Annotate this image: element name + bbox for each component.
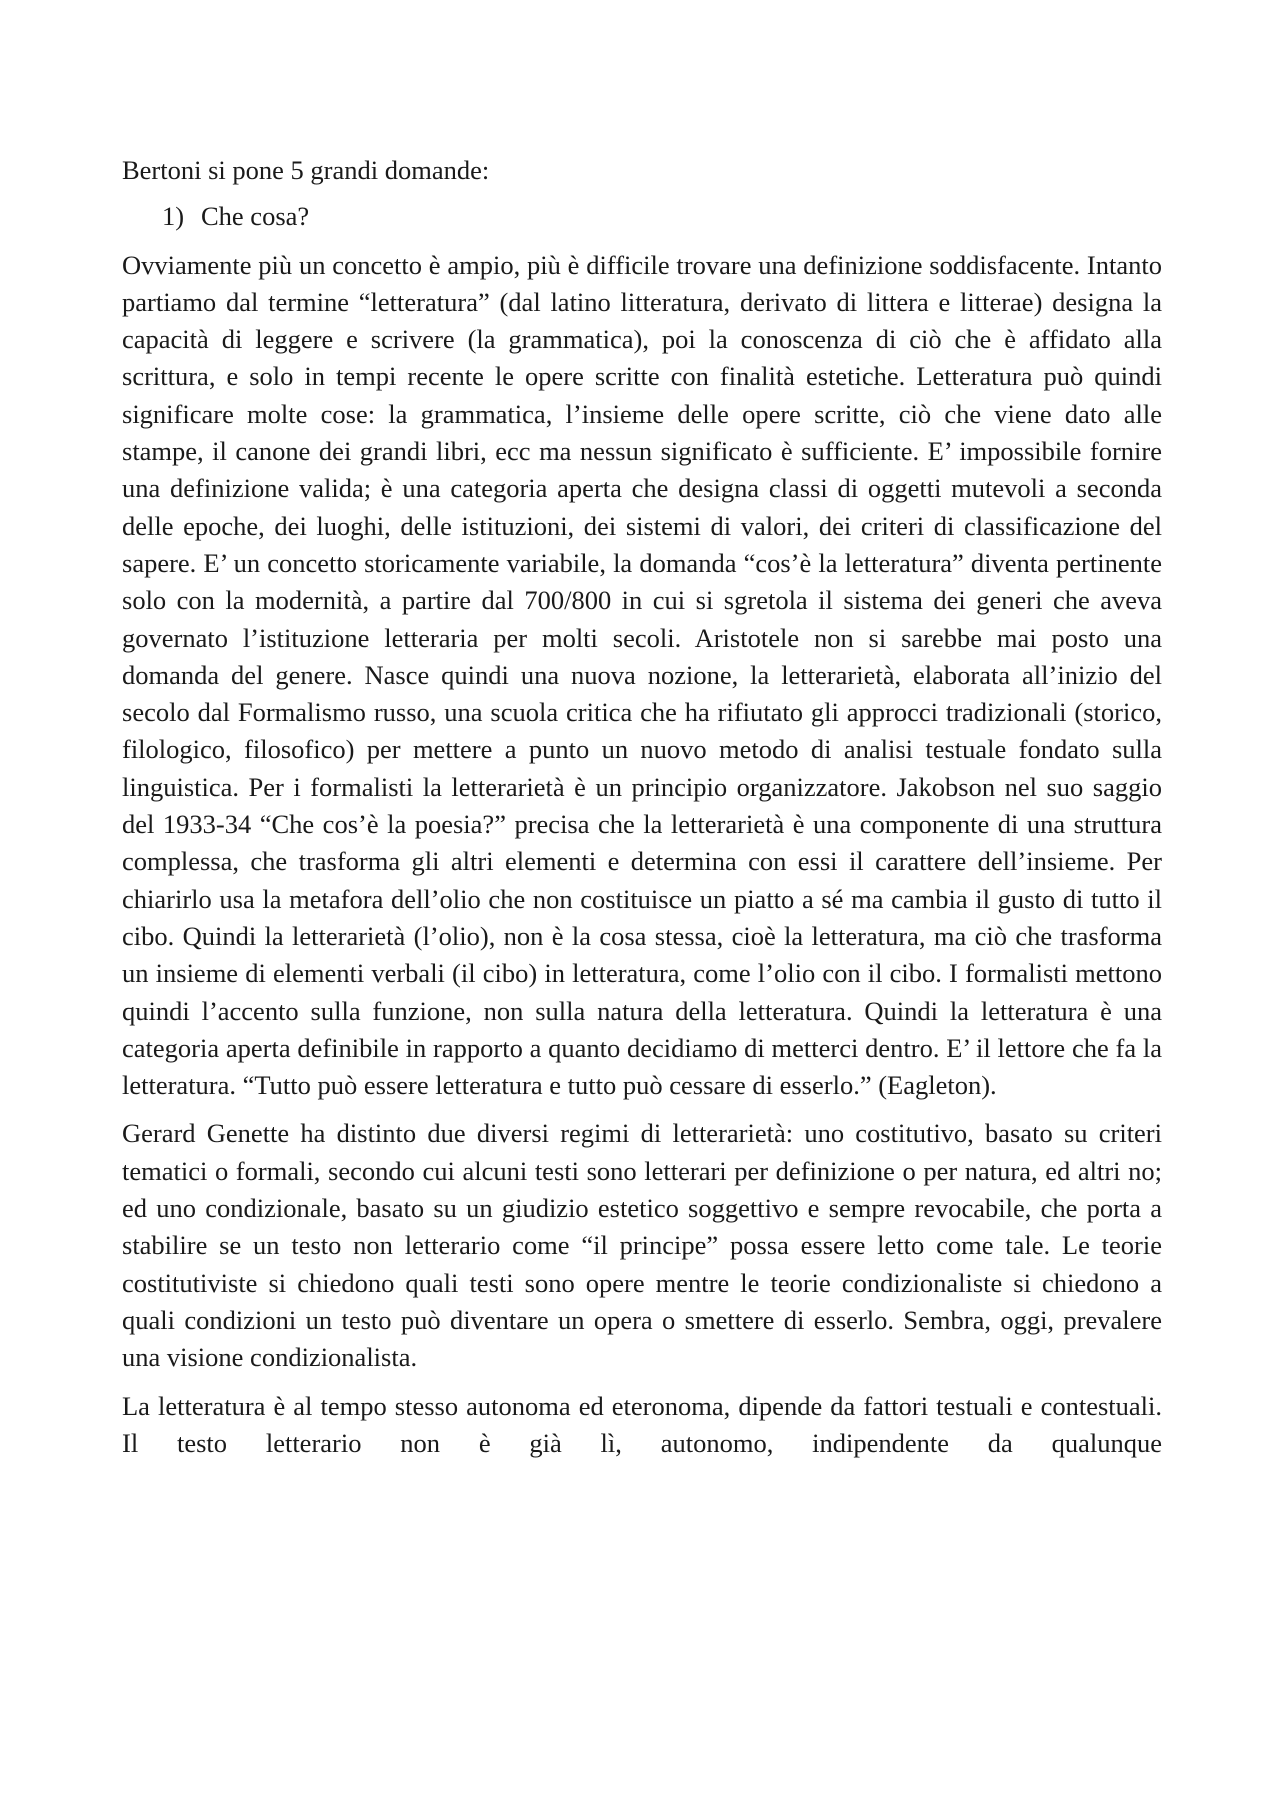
intro-line: Bertoni si pone 5 grandi domande: — [122, 155, 490, 185]
list-number: 1) — [162, 201, 185, 232]
list-item-1 — [122, 198, 1162, 235]
document-page — [122, 152, 1162, 1473]
paragraph-letteratura-definizione: Ovviamente più un concetto è ampio, più è difficile trovare una definizione soddisfacente. Intanto partiamo dal termine “letteratura” (dal latino litteratura, derivato di littera e litterae) designa la capacità di leggere e scrivere (la grammatica), poi la conoscenza di ciò che è affidato alla scrittura, e solo in tempi recente le opere scritte con finalità estetiche. Letteratura può quindi significare molte cose: la grammatica, l’insieme delle opere scritte, ciò che viene dato alle stampe, il canone dei grandi libri, ecc ma nessun significato è sufficiente. E’ impossibile fornire una definizione valida; è una categoria aperta che designa classi di oggetti mutevoli a seconda delle epoche, dei luoghi, delle istituzioni, dei sistemi di valori, dei criteri di classificazione del sapere. E’ un concetto storicamente variabile, la domanda “cos’è la letteratura” diventa pertinente solo con la modernità, a partire dal 700/800 in cui si sgretola il sistema dei generi che aveva governato l’istituzione letteraria per molti secoli. Aristotele non si sarebbe mai posto una domanda del genere. Nasce quindi una nuova nozione, la letterarietà, elaborata all’inizio del secolo dal Formalismo russo, una scuola critica che ha rifiutato gli approcci tradizionali (storico, filologico, filosofico) per mettere a punto un nuovo metodo di analisi testuale fondato sulla linguistica. Per i formalisti la letterarietà è un principio organizzatore. Jakobson nel suo saggio del 1933-34 “Che cos’è la poesia?” precisa che la letterarietà è una componente di una struttura complessa, che trasforma gli altri elementi e determina con essi il carattere dell’insieme. Per chiarirlo usa la metafora dell’olio che non costituisce un piatto a sé ma cambia il gusto di tutto il cibo. Quindi la letterarietà (l’olio), non è la cosa stessa, cioè la letteratura, ma ciò che trasforma un insieme di elementi verbali (il cibo) in letteratura, come l’olio con il cibo. I formalisti mettono quindi l’accento sulla funzione, non sulla natura della letteratura. Quindi la letteratura è una categoria aperta definibile in rapporto a quanto decidiamo di metterci dentro. E’ il lettore che fa la letteratura. “Tutto può essere letteratura e tutto può cessare di esserlo.” (Eagleton). — [122, 249, 1162, 1101]
list-item-text: Che cosa? — [201, 201, 310, 232]
paragraph-autonoma-eteronoma: La letteratura è al tempo stesso autonoma ed eteronoma, dipende da fattori testuali e contestuali. Il testo letterario non è già lì, autonomo, indipendente da qualunque — [122, 1390, 1162, 1458]
paragraph-genette: Gerard Genette ha distinto due diversi regimi di letterarietà: uno costitutivo, basato su criteri tematici o formali, secondo cui alcuni testi sono letterari per definizione o per natura, ed altri no; ed uno condizionale, basato su un giudizio estetico soggettivo e sempre revocabile, che porta a stabilire se un testo non letterario come “il principe” possa essere letto come tale. Le teorie costitutiviste si chiedono quali testi sono opere mentre le teorie condizionaliste si chiedono a quali condizioni un testo può diventare un opera o smettere di esserlo. Sembra, oggi, prevalere una visione condizionalista. — [122, 1118, 1162, 1373]
